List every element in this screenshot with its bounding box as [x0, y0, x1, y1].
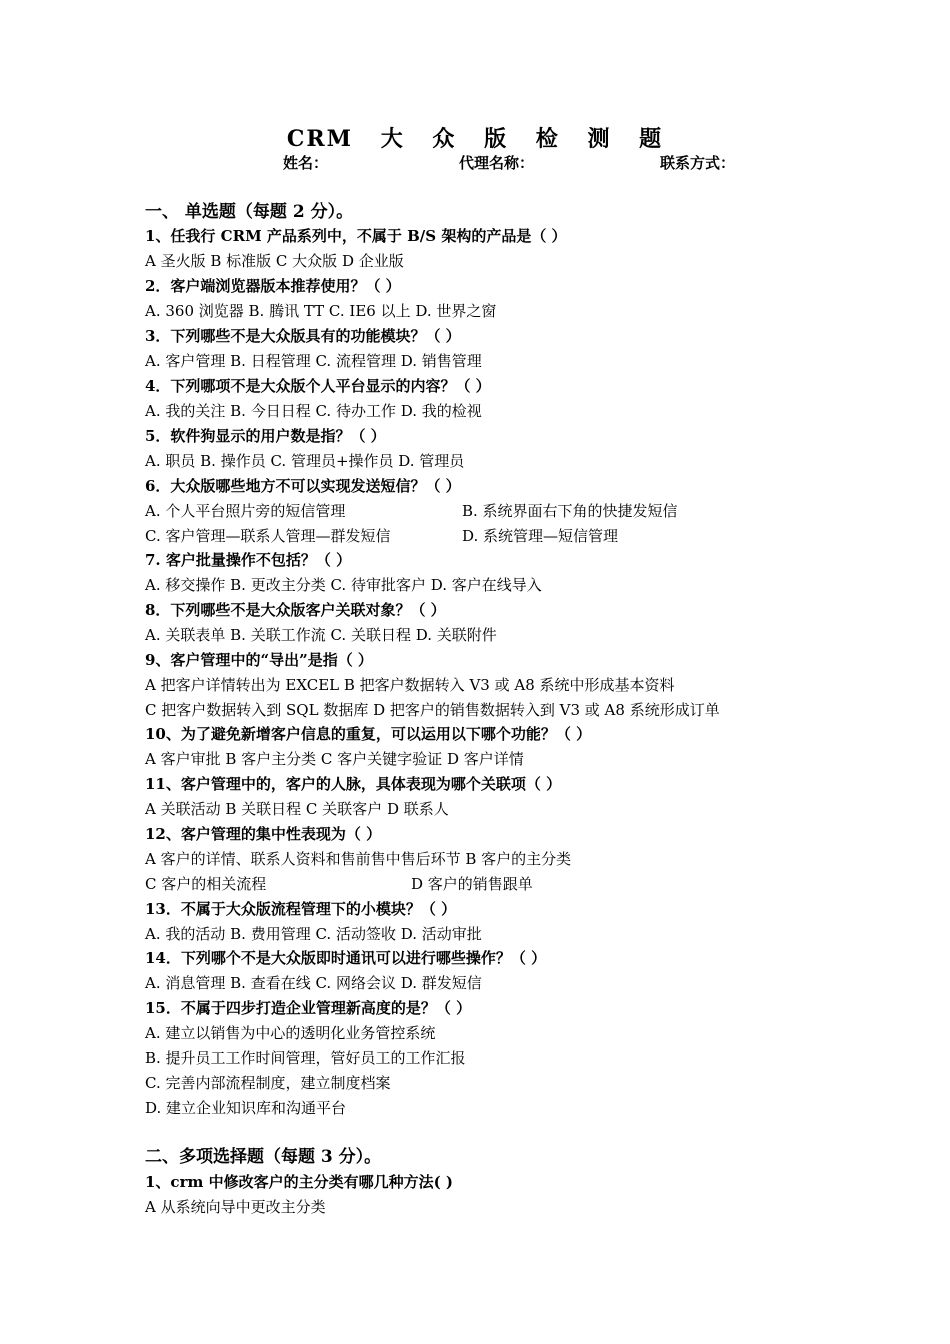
- option-line: A 从系统向导中更改主分类: [145, 1198, 326, 1216]
- option-line: A 关联活动 B 关联日程 C 关联客户 D 联系人: [145, 800, 449, 818]
- option-line: C. 完善内部流程制度，建立制度档案: [145, 1074, 391, 1092]
- name-label: 姓名：: [283, 154, 329, 172]
- question-line: 5．软件狗显示的用户数是指？（ ）: [145, 427, 386, 445]
- title-word: 检: [535, 126, 560, 152]
- question-line: 12、客户管理的集中性表现为（ ）: [145, 825, 382, 843]
- option-line: C 客户的相关流程: [145, 875, 267, 893]
- option-line: D 客户的销售跟单: [411, 875, 533, 893]
- option-line: D. 系统管理—短信管理: [462, 527, 619, 545]
- question-line: 1、任我行 CRM 产品系列中，不属于 B/S 架构的产品是（ ）: [145, 227, 567, 245]
- section-heading-multi: 二、多项选择题（每题 3 分）。: [145, 1147, 382, 1167]
- option-line: A. 职员 B. 操作员 C. 管理员+操作员 D. 管理员: [145, 452, 465, 470]
- option-line: A. 消息管理 B. 查看在线 C. 网络会议 D. 群发短信: [145, 974, 482, 992]
- question-line: 2．客户端浏览器版本推荐使用？（ ）: [145, 277, 401, 295]
- option-line: A. 我的关注 B. 今日日程 C. 待办工作 D. 我的检视: [145, 402, 482, 420]
- question-line: 15．不属于四步打造企业管理新高度的是？（ ）: [145, 999, 472, 1017]
- option-line: C. 客户管理—联系人管理—群发短信: [145, 527, 391, 545]
- option-line: C 把客户数据转入到 SQL 数据库 D 把客户的销售数据转入到 V3 或 A8 系统形成订单: [145, 701, 720, 719]
- question-line: 14．下列哪个不是大众版即时通讯可以进行哪些操作？（ ）: [145, 949, 547, 967]
- question-line: 13．不属于大众版流程管理下的小模块？（ ）: [145, 900, 457, 918]
- option-line: A 客户的详情、联系人资料和售前售中售后环节 B 客户的主分类: [145, 850, 572, 868]
- option-line: A 把客户详情转出为 EXCEL B 把客户数据转入 V3 或 A8 系统中形成基本资料: [145, 676, 675, 694]
- option-line: A. 建立以销售为中心的透明化业务管控系统: [145, 1024, 436, 1042]
- question-line: 3．下列哪些不是大众版具有的功能模块？（ ）: [145, 327, 461, 345]
- option-line: A 圣火版 B 标准版 C 大众版 D 企业版: [145, 252, 404, 270]
- question-line: 11、客户管理中的，客户的人脉，具体表现为哪个关联项（ ）: [145, 775, 562, 793]
- option-line: D. 建立企业知识库和沟通平台: [145, 1099, 347, 1117]
- question-line: 10、为了避免新增客户信息的重复，可以运用以下哪个功能？（ ）: [145, 725, 592, 743]
- question-line: 4．下列哪项不是大众版个人平台显示的内容？（ ）: [145, 377, 491, 395]
- section-heading-single: 一、 单选题（每题 2 分）。: [145, 202, 354, 222]
- option-line: A. 关联表单 B. 关联工作流 C. 关联日程 D. 关联附件: [145, 626, 497, 644]
- option-line: B. 系统界面右下角的快捷发短信: [462, 502, 678, 520]
- option-line: A 客户审批 B 客户主分类 C 客户关键字验证 D 客户详情: [145, 750, 524, 768]
- option-line: B. 提升员工工作时间管理，管好员工的工作汇报: [145, 1049, 466, 1067]
- option-line: A. 移交操作 B. 更改主分类 C. 待审批客户 D. 客户在线导入: [145, 576, 542, 594]
- option-line: A. 我的活动 B. 费用管理 C. 活动签收 D. 活动审批: [145, 925, 482, 943]
- question-line: 7. 客户批量操作不包括？（ ）: [145, 551, 352, 569]
- option-line: A. 客户管理 B. 日程管理 C. 流程管理 D. 销售管理: [145, 352, 482, 370]
- contact-label: 联系方式：: [660, 154, 736, 172]
- option-line: A. 个人平台照片旁的短信管理: [145, 502, 346, 520]
- title-word: 大: [380, 126, 405, 152]
- question-line: 1、crm 中修改客户的主分类有哪几种方法( ): [145, 1173, 453, 1191]
- title-word: 题: [639, 126, 664, 152]
- question-line: 6．大众版哪些地方不可以实现发送短信？（ ）: [145, 477, 461, 495]
- agent-name-label: 代理名称：: [459, 154, 535, 172]
- option-line: A. 360 浏览器 B. 腾讯 TT C. IE6 以上 D. 世界之窗: [145, 302, 497, 320]
- document-title: [0, 122, 950, 153]
- title-word: 版: [484, 126, 509, 152]
- title-word: CRM: [286, 126, 354, 152]
- title-word: 测: [587, 126, 612, 152]
- question-line: 9、客户管理中的“导出”是指（ ）: [145, 651, 373, 669]
- title-word: 众: [432, 126, 457, 152]
- question-line: 8．下列哪些不是大众版客户关联对象？（ ）: [145, 601, 446, 619]
